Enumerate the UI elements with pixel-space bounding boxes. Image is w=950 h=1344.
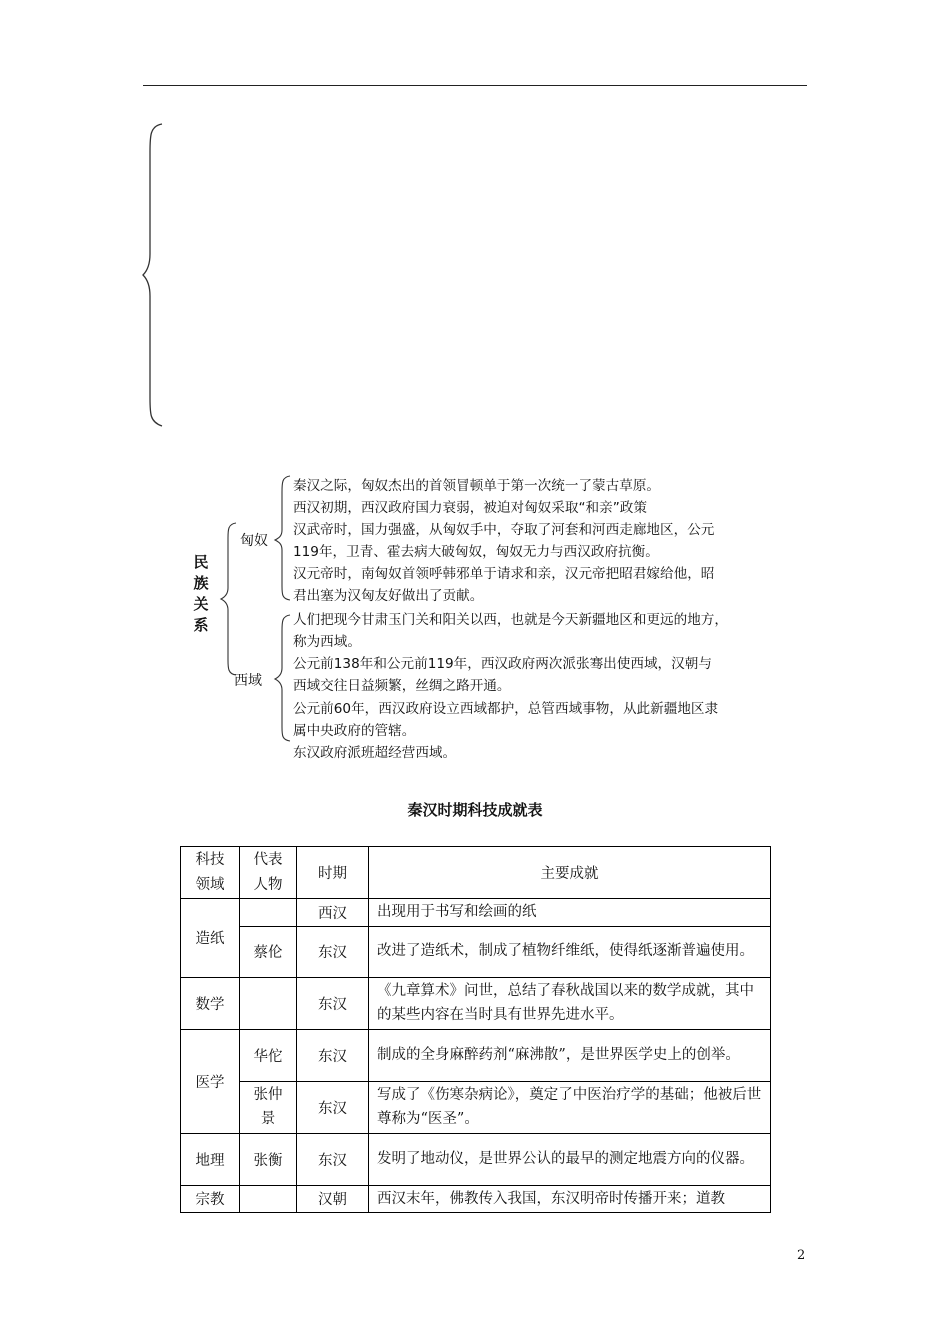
header-field: 科技领域 — [181, 847, 240, 899]
table-row — [181, 1081, 771, 1133]
cell-period: 东汉 — [297, 1133, 369, 1185]
cell-person — [240, 899, 297, 927]
table-row — [181, 926, 771, 977]
xiongnu-line: 秦汉之际，匈奴杰出的首领冒顿单于第一次统一了蒙古草原。 — [293, 478, 661, 494]
cell-achievement: 写成了《伤寒杂病论》，奠定了中医治疗学的基础；他被后世尊称为“医圣”。 — [369, 1081, 771, 1133]
cell-person: 张衡 — [240, 1133, 297, 1185]
cell-field: 宗教 — [181, 1185, 240, 1213]
xiyu-line: 属中央政府的管辖。 — [293, 723, 416, 739]
header-person: 代表人物 — [240, 847, 297, 899]
cell-achievement: 《九章算术》问世，总结了春秋战国以来的数学成就，其中的某些内容在当时具有世界先进水平。 — [369, 977, 771, 1029]
diagram-title: 民 族 关 系 — [193, 553, 209, 634]
cell-person — [240, 977, 297, 1029]
table-row — [181, 899, 771, 927]
xiongnu-line: 汉元帝时，南匈奴首领呼韩邪单于请求和亲，汉元帝把昭君嫁给他，昭 — [293, 566, 715, 582]
xiyu-line: 人们把现今甘肃玉门关和阳关以西，也就是今天新疆地区和更远的地方， — [293, 612, 728, 628]
cell-person: 张仲景 — [240, 1081, 297, 1133]
page-number: 2 — [797, 1248, 806, 1263]
table-title: 秦汉时期科技成就表 — [407, 801, 543, 819]
table-row — [181, 977, 771, 1029]
cell-period: 西汉 — [297, 899, 369, 927]
xiongnu-line: 汉武帝时，国力强盛，从匈奴手中，夺取了河套和河西走廊地区，公元 — [293, 522, 715, 538]
cell-period: 汉朝 — [297, 1185, 369, 1213]
branch-label-xiongnu: 匈奴 — [240, 533, 268, 549]
cell-field: 造纸 — [181, 899, 240, 978]
cell-period: 东汉 — [297, 926, 369, 977]
header-achievement: 主要成就 — [369, 847, 771, 899]
xiyu-line: 东汉政府派班超经营西域。 — [293, 745, 457, 761]
branch-label-xiyu: 西域 — [234, 673, 262, 689]
table-row — [181, 1029, 771, 1081]
xiyu-line: 称为西域。 — [293, 634, 361, 650]
header-period: 时期 — [297, 847, 369, 899]
cell-period: 东汉 — [297, 1029, 369, 1081]
xiyu-line: 西域交往日益频繁，丝绸之路开通。 — [293, 678, 511, 694]
cell-period: 东汉 — [297, 1081, 369, 1133]
xiongnu-line: 君出塞为汉匈友好做出了贡献。 — [293, 588, 484, 604]
cell-person: 华佗 — [240, 1029, 297, 1081]
cell-person — [240, 1185, 297, 1213]
table-header-row — [181, 847, 771, 899]
xiyu-line: 公元前138年和公元前119年，西汉政府两次派张骞出使西域，汉朝与 — [293, 656, 712, 672]
cell-achievement: 发明了地动仪，是世界公认的最早的测定地震方向的仪器。 — [369, 1133, 771, 1185]
cell-achievement: 改进了造纸术，制成了植物纤维纸，使得纸逐渐普遍使用。 — [369, 926, 771, 977]
cell-person: 蔡伦 — [240, 926, 297, 977]
table-row — [181, 1133, 771, 1185]
xiongnu-line: 119年，卫青、霍去病大破匈奴，匈奴无力与西汉政府抗衡。 — [293, 544, 659, 560]
cell-field: 地理 — [181, 1133, 240, 1185]
cell-achievement: 出现用于书写和绘画的纸 — [369, 899, 771, 927]
cell-field: 医学 — [181, 1029, 240, 1133]
cell-field: 数学 — [181, 977, 240, 1029]
cell-achievement: 制成的全身麻醉药剂“麻沸散”，是世界医学史上的创举。 — [369, 1029, 771, 1081]
science-achievements-table — [180, 846, 771, 1213]
xiyu-line: 公元前60年，西汉政府设立西域都护，总管西域事物，从此新疆地区隶 — [293, 701, 719, 717]
cell-period: 东汉 — [297, 977, 369, 1029]
table-row — [181, 1185, 771, 1213]
xiongnu-line: 西汉初期，西汉政府国力衰弱，被迫对匈奴采取“和亲”政策 — [293, 500, 647, 516]
cell-achievement: 西汉末年，佛教传入我国，东汉明帝时传播开来；道教 — [369, 1185, 771, 1213]
